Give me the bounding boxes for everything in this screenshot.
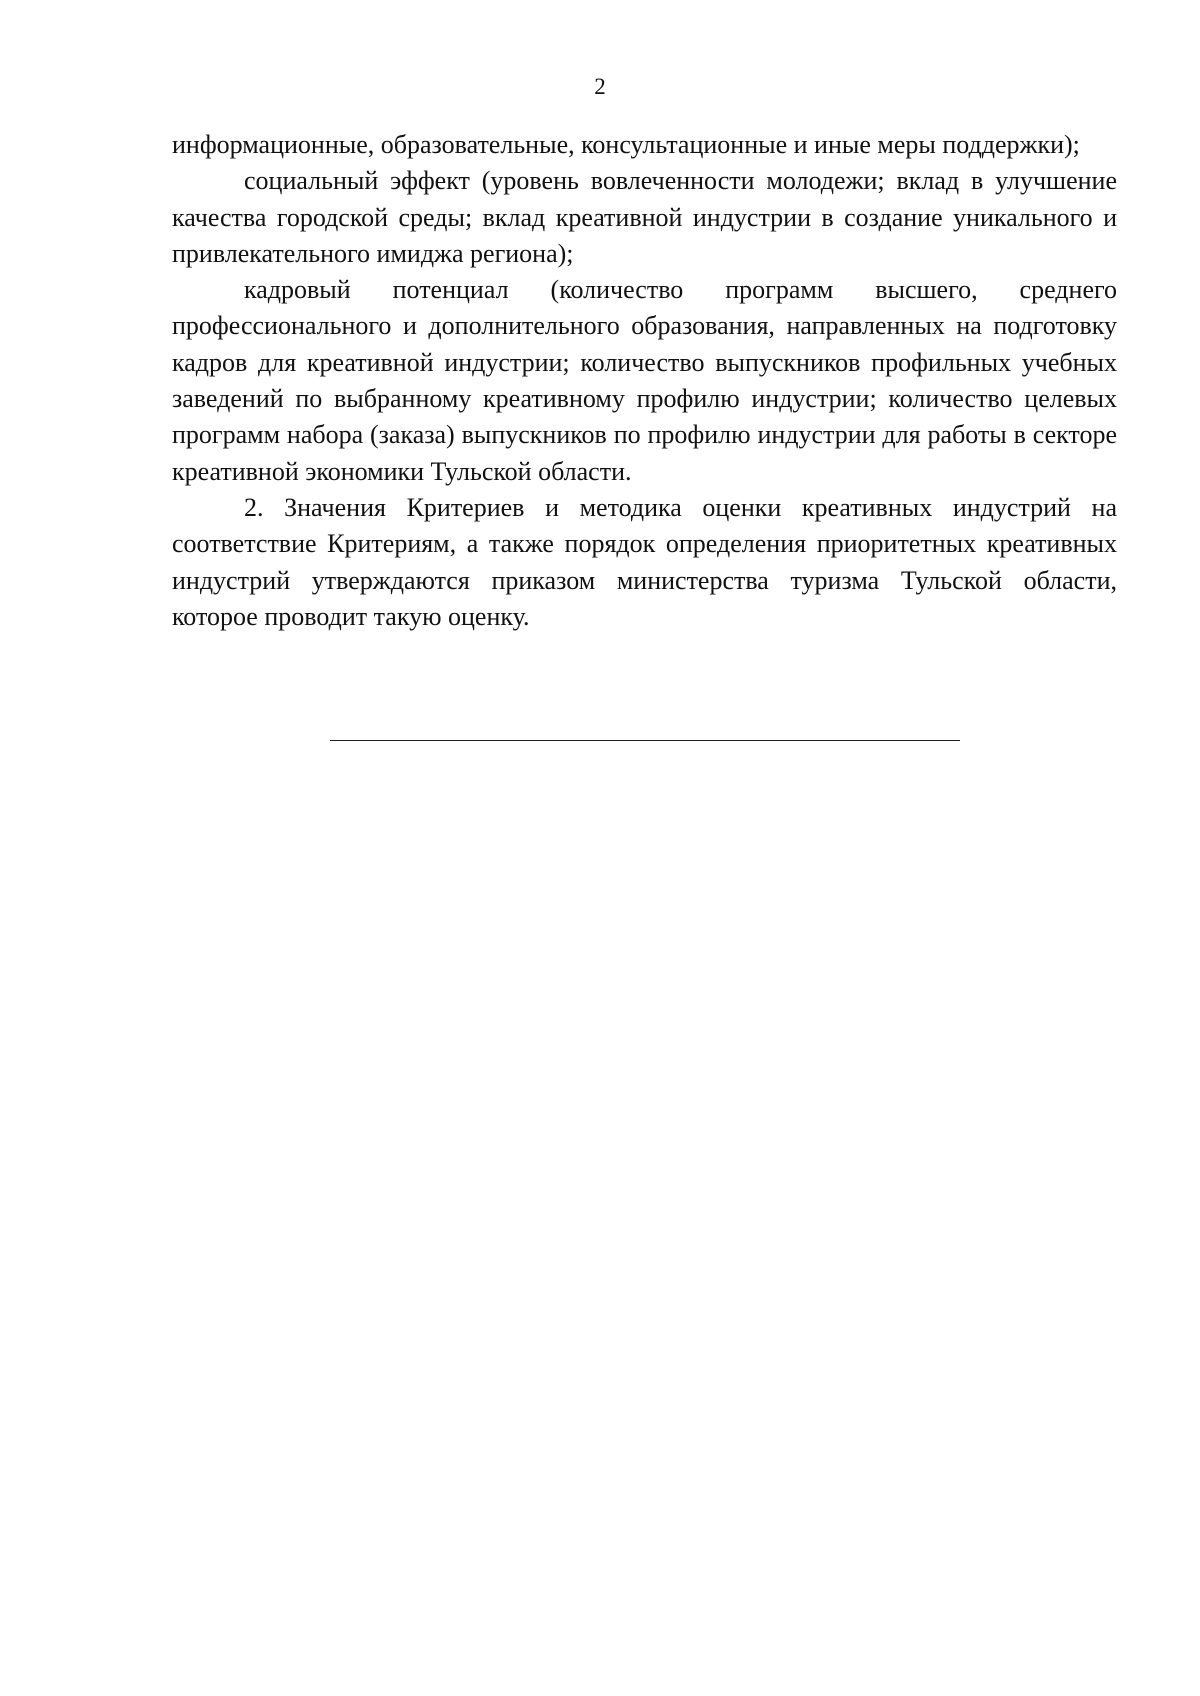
paragraph-criteria-values: 2. Значения Критериев и методика оценки креативных индустрий на соответствие Критериям, а также порядок определения приоритетных креативных индустрий утверждаются приказом министерства туризма Тульской области, которое проводит такую оценку. <box>172 492 1117 631</box>
end-of-document-rule <box>330 740 960 741</box>
paragraph-social-effect: социальный эффект (уровень вовлеченности молодежи; вклад в улучшение качества городской среды; вклад креативной индустрии в создание уникального и привлекательного имиджа региона); <box>172 166 1117 268</box>
page-number: 2 <box>594 74 606 99</box>
document-body <box>172 127 1117 635</box>
paragraph-personnel-potential: кадровый потенциал (количество программ высшего, среднего профессионального и дополнительного образования, направленных на подготовку кадров для креативной индустрии; количество выпускников профильных учебных заведений по выбранному креативному профилю индустрии; количество целевых программ набора (заказа) выпускников по профилю индустрии для работы в секторе креативной экономики Тульской области. <box>172 275 1117 486</box>
paragraph-support-measures: информационные, образовательные, консультационные и иные меры поддержки); <box>172 130 1080 159</box>
